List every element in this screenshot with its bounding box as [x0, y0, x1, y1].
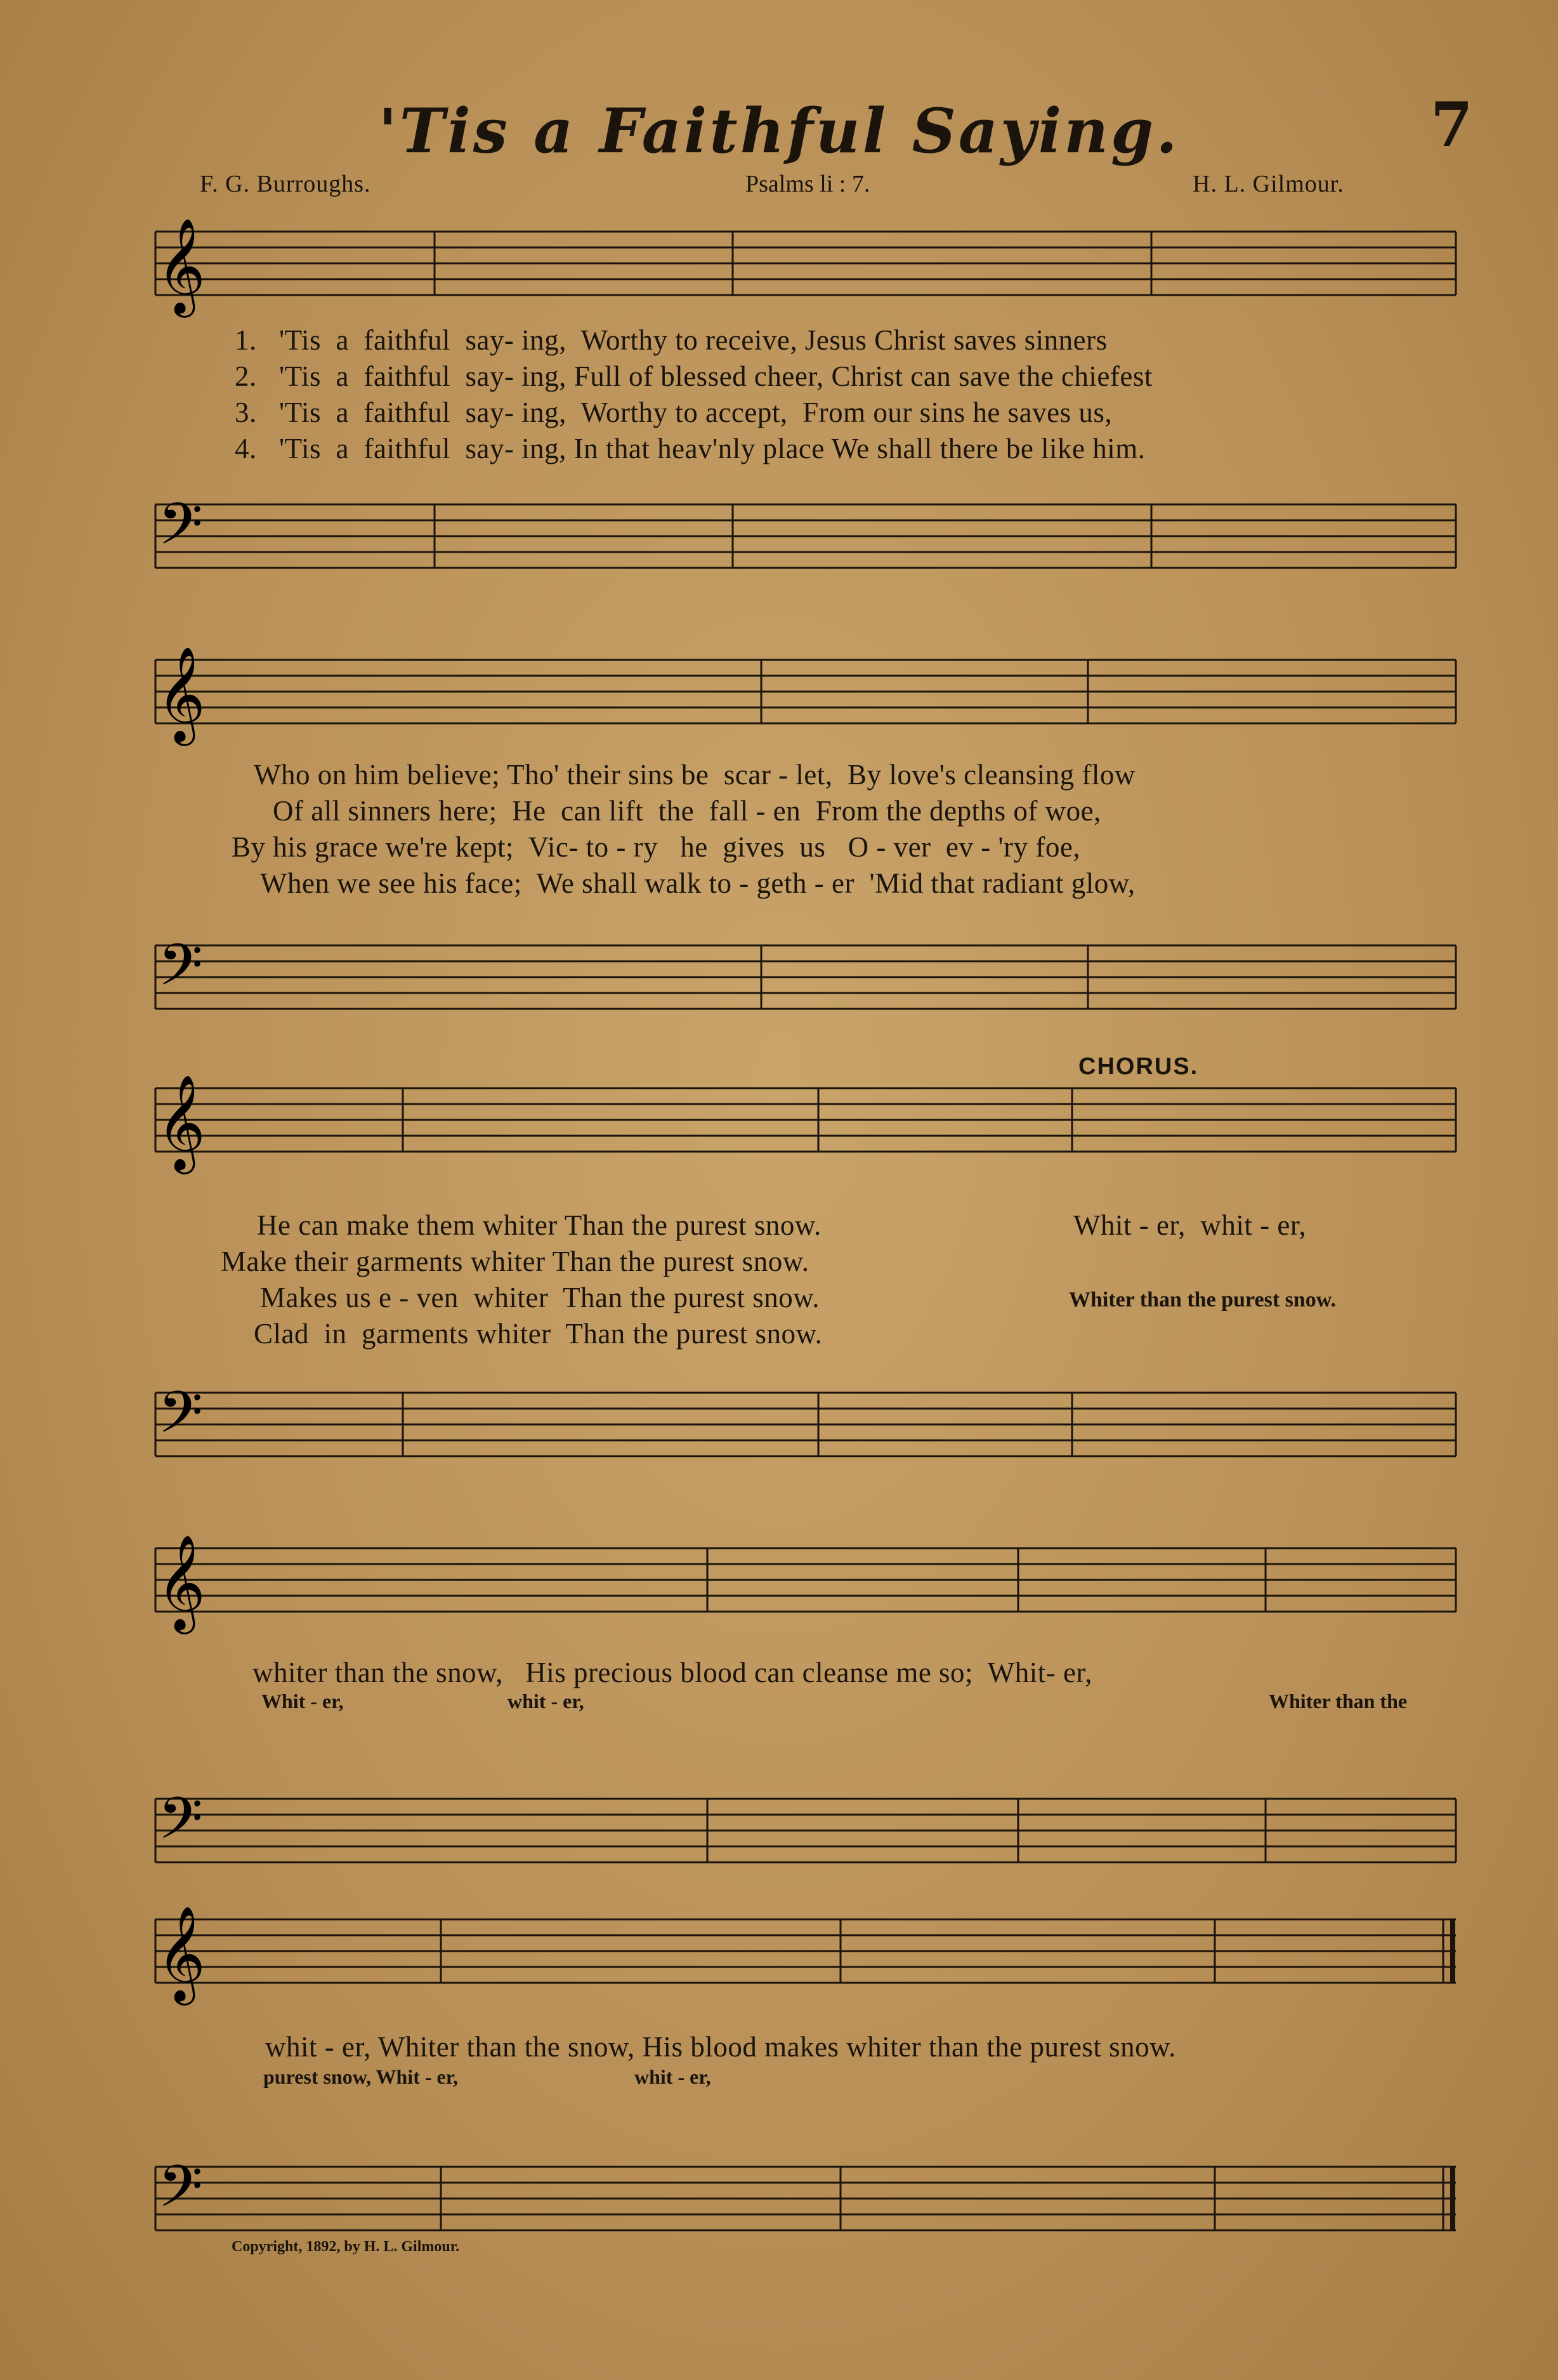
treble-staff-system-2 — [136, 647, 1469, 749]
bass-staff-system-2 — [136, 933, 1469, 1034]
chorus-bass-line-2c: Whiter than the — [1269, 1690, 1408, 1713]
svg-text:𝄞: 𝄞 — [157, 1535, 206, 1630]
verse-2-line-1: 2. 'Tis a faithful say- ing, Full of blessed cheer, Christ can save the chiefest — [235, 360, 1153, 392]
verse-3-line-1: 3. 'Tis a faithful say- ing, Worthy to accept, From our sins he saves us, — [235, 397, 1113, 428]
verse-1-line-2: Who on him believe; Tho' their sins be scar - let, By love's cleansing flow — [254, 759, 1136, 791]
verse-1-line-3: He can make them whiter Than the purest snow. — [257, 1209, 822, 1241]
scripture-reference: Psalms li : 7. — [745, 171, 870, 197]
treble-staff-system-3 — [136, 1075, 1469, 1177]
verse-4-line-3: Clad in garments whiter Than the purest snow. — [254, 1318, 823, 1350]
verse-3-line-2: By his grace we're kept; Vic- to - ry he gives us O - ver ev - 'ry foe, — [232, 831, 1081, 863]
chorus-line-3: whit - er, Whiter than the snow, His blood makes whiter than the purest snow. — [265, 2031, 1177, 2063]
svg-text:𝄞: 𝄞 — [157, 1075, 206, 1170]
chorus-bass-line-2a: Whit - er, — [261, 1690, 344, 1713]
bass-staff-system-3 — [136, 1380, 1469, 1482]
bass-staff-system-1 — [136, 492, 1469, 593]
svg-text:𝄞: 𝄞 — [157, 219, 206, 313]
verse-4-line-2: When we see his face; We shall walk to - geth - er 'Mid that radiant glow, — [260, 867, 1136, 899]
chorus-line-1: Whit - er, whit - er, — [1073, 1209, 1307, 1241]
chorus-bass-line-3a: purest snow, Whit - er, — [263, 2065, 459, 2088]
svg-text:𝄢: 𝄢 — [158, 2154, 203, 2234]
chorus-label: CHORUS. — [1078, 1053, 1199, 1080]
svg-text:𝄢: 𝄢 — [158, 1380, 203, 1460]
verse-2-line-3: Make their garments whiter Than the purest snow. — [221, 1246, 809, 1277]
svg-text:𝄢: 𝄢 — [158, 492, 203, 572]
verse-3-line-3: Makes us e - ven whiter Than the purest snow. — [260, 1282, 820, 1313]
author-credit: F. G. Burroughs. — [200, 171, 371, 197]
chorus-bass-line-2b: whit - er, — [507, 1690, 584, 1713]
treble-staff-system-4 — [136, 1535, 1469, 1637]
copyright-notice: Copyright, 1892, by H. L. Gilmour. — [232, 2239, 460, 2255]
bass-staff-system-4 — [136, 1786, 1469, 1888]
composer-credit: H. L. Gilmour. — [1193, 171, 1344, 197]
chorus-bass-line-3b: whit - er, — [634, 2065, 711, 2088]
verse-4-line-1: 4. 'Tis a faithful say- ing, In that heav'nly place We shall there be like him. — [235, 433, 1146, 464]
svg-text:𝄞: 𝄞 — [157, 647, 206, 742]
treble-staff-system-5 — [136, 1907, 1469, 2008]
svg-text:𝄞: 𝄞 — [157, 1907, 206, 2001]
hymn-title: 'Tis a Faithful Saying. — [378, 95, 1180, 167]
verse-2-line-2: Of all sinners here; He can lift the fall - en From the depths of woe, — [273, 795, 1101, 827]
chorus-bass-line-1: Whiter than the purest snow. — [1069, 1288, 1336, 1312]
verse-1-line-1: 1. 'Tis a faithful say- ing, Worthy to receive, Jesus Christ saves sinners — [235, 324, 1108, 356]
svg-text:𝄢: 𝄢 — [158, 933, 203, 1013]
chorus-line-2: whiter than the snow, His precious blood can cleanse me so; Whit- er, — [252, 1657, 1092, 1688]
page-number: 7 — [1430, 89, 1473, 161]
svg-text:𝄢: 𝄢 — [158, 1786, 203, 1866]
treble-staff-system-1 — [136, 219, 1469, 320]
